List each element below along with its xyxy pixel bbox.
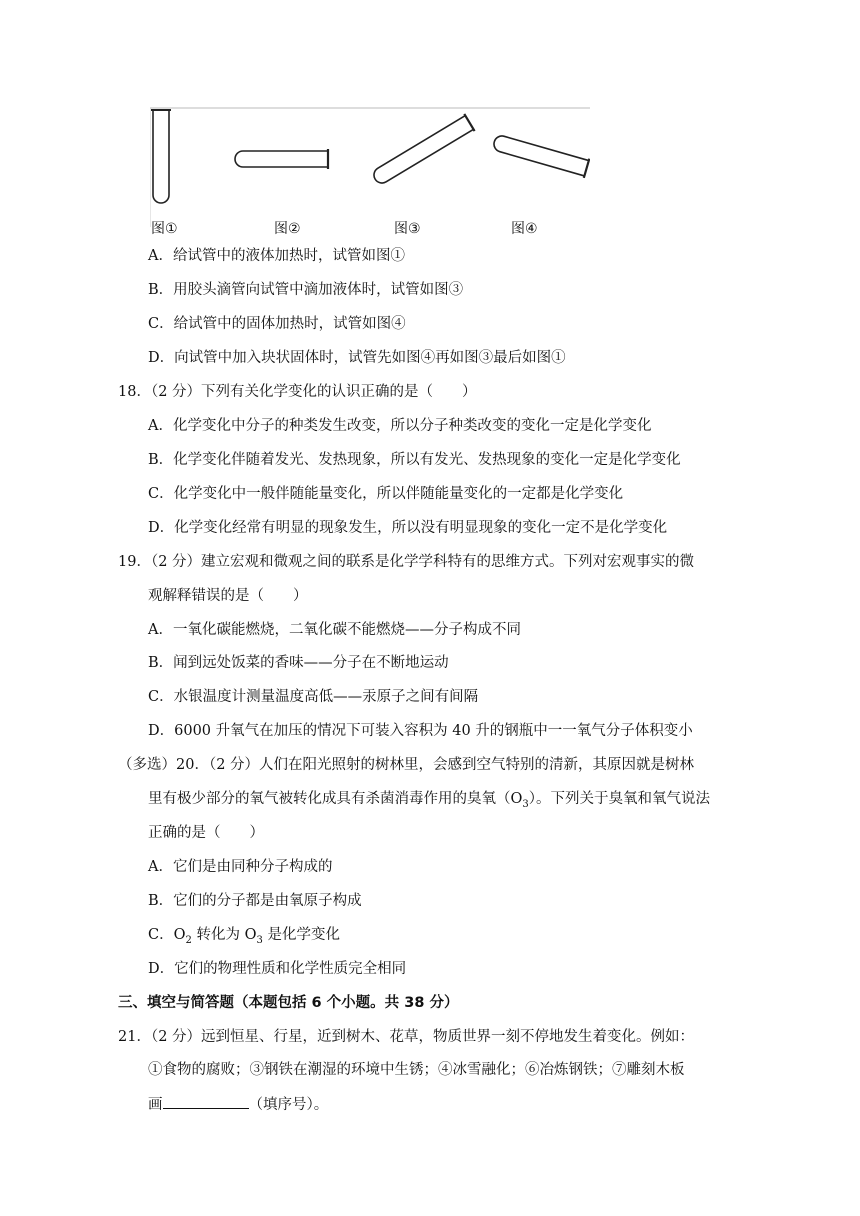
answer-blank[interactable] [163,1094,249,1109]
q17-option-d: D．向试管中加入块状固体时，试管先如图④再如图③最后如图① [148,350,566,366]
q20-stem-line3: 正确的是（ ） [148,825,264,841]
q18-option-b: B．化学变化伴随着发光、发热现象，所以有发光、发热现象的变化一定是化学变化 [148,452,681,468]
q20-option-b: B．它们的分子都是由氧原子构成 [148,893,362,909]
figure-label-4: 图④ [511,221,538,237]
q20-stem-line1: （多选）20．（2 分）人们在阳光照射的树林里，会感到空气特别的清新，其原因就是树林 [118,757,695,773]
q19-stem-line1: 19．（2 分）建立宏观和微观之间的联系是化学学科特有的思维方式。下列对宏观事实的微 [118,554,695,570]
test-tube-4 [492,132,590,178]
q18-option-a: A．化学变化中分子的种类发生改变，所以分子种类改变的变化一定是化学变化 [148,418,652,434]
figure-label-1: 图① [151,221,178,237]
q21-stem-line1: 21．（2 分）远到恒星、行星，近到树木、花草，物质世界一刻不停地发生着变化。例如： [118,1029,695,1045]
section-3-title: 三、填空与简答题（本题包括 6 个小题。共 38 分） [118,995,459,1011]
test-tube-1 [151,110,171,203]
q20-option-c: C．$O_2$ 转化为 $O_3$ 是化学变化 [148,927,340,946]
test-tube-3 [370,114,475,188]
q18-option-d: D．化学变化经常有明显的现象发生，所以没有明显现象的变化一定不是化学变化 [148,520,668,536]
q20-option-a: A．它们是由同种分子构成的 [148,859,333,875]
q21-stem-line2: ①食物的腐败；③钢铁在潮湿的环境中生锈；④冰雪融化；⑥冶炼钢铁；⑦雕刻木板 [148,1062,685,1078]
q18-stem: 18．（2 分）下列有关化学变化的认识正确的是（ ） [118,384,477,400]
q19-option-b: B．闻到远处饭菜的香味——分子在不断地运动 [148,655,449,671]
test-tube-2 [235,149,328,169]
q18-option-c: C．化学变化中一般伴随能量变化，所以伴随能量变化的一定都是化学变化 [148,486,624,502]
q17-option-b: B．用胶头滴管向试管中滴加液体时，试管如图③ [148,282,464,298]
q19-option-a: A．一氧化碳能燃烧，二氧化碳不能燃烧——分子构成不同 [148,622,521,638]
figure-label-2: 图② [274,221,301,237]
q19-option-d: D．6000 升氧气在加压的情况下可装入容积为 40 升的钢瓶中一一氧气分子体积变小 [148,723,693,739]
q21-stem-line3: 画 （填序号）。 [148,1094,328,1115]
q20-stem-line2: 里有极少部分的氧气被转化成具有杀菌消毒作用的臭氧$(O_3)$。下列关于臭氧和氧气说法 [148,791,711,810]
q20-option-d: D．它们的物理性质和化学性质完全相同 [148,961,407,977]
q19-stem-line2: 观解释错误的是（ ） [148,588,308,604]
q17-option-a: A．给试管中的液体加热时，试管如图① [148,248,405,264]
q19-option-c: C．水银温度计测量温度高低——汞原子之间有间隔 [148,689,479,705]
figure-label-3: 图③ [394,221,421,237]
q17-option-c: C．给试管中的固体加热时，试管如图④ [148,316,406,332]
